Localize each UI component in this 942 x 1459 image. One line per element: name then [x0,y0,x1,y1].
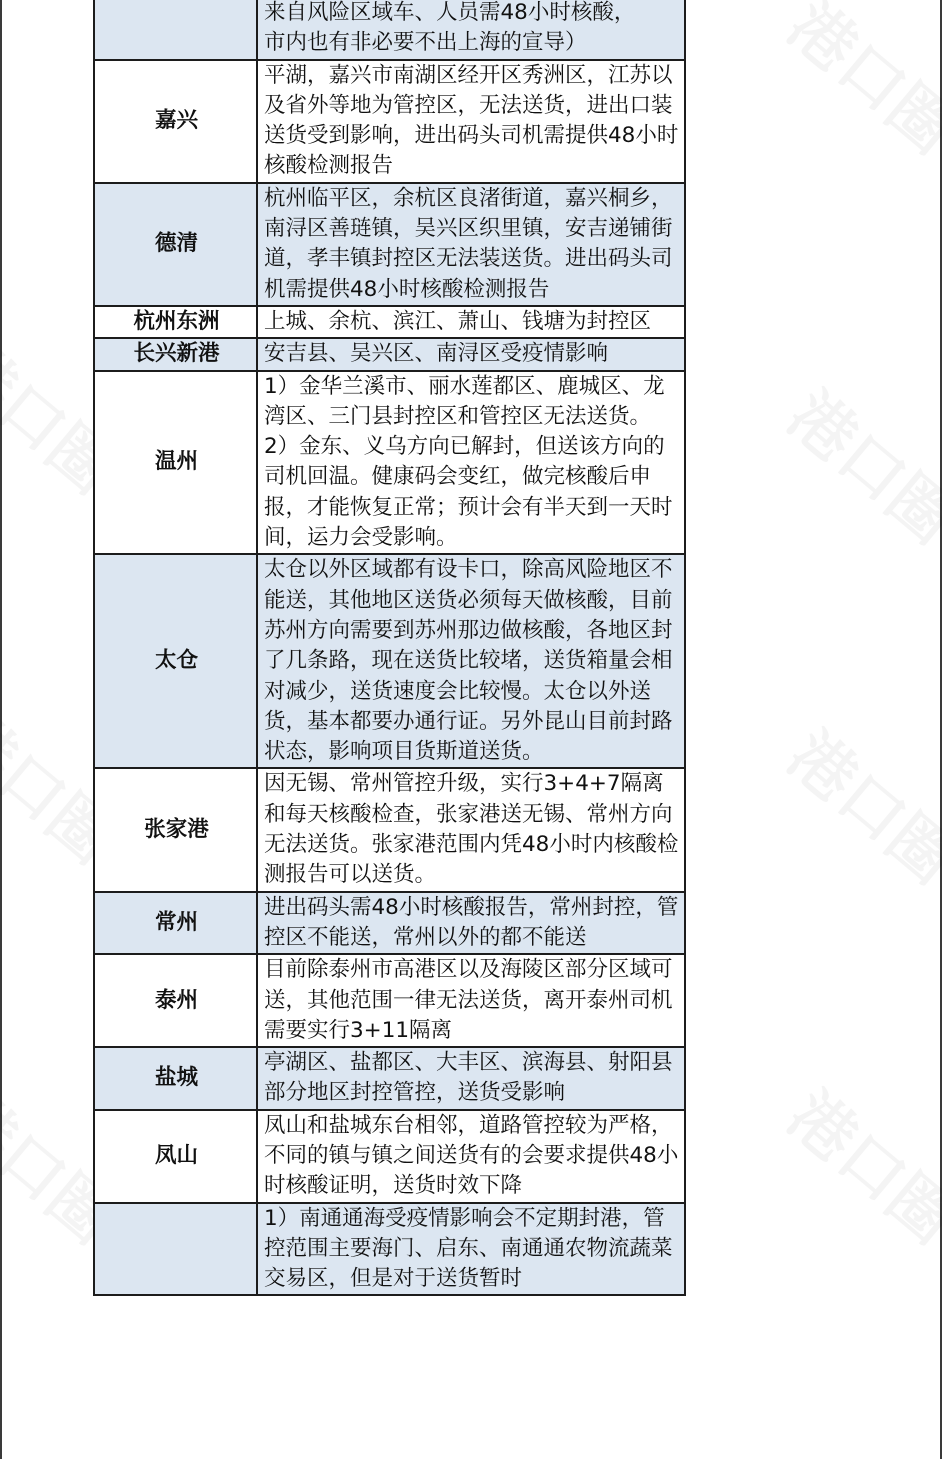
table-row [94,554,685,768]
region-table-wrapper [93,0,684,1296]
description-cell: 目前除泰州市高港区以及海陵区部分区域可送，其他范围一律无法送货，离开泰州司机需要实行3+11隔离 [257,954,685,1047]
table-row [94,338,685,370]
city-cell: 常州 [94,892,257,955]
table-row [94,371,685,555]
table-row [94,768,685,891]
watermark [749,0,942,171]
watermark [749,1049,942,1260]
city-cell: 泰州 [94,954,257,1047]
description-cell: 平湖，嘉兴市南湖区经开区秀洲区，江苏以及省外等地为管控区，无法送货，进出口装送货受到影响，进出码头司机需提供48小时核酸检测报告 [257,60,685,183]
table-row [94,954,685,1047]
description-cell: 亭湖区、盐都区、大丰区、滨海县、射阳县部分地区封控管控，送货受影响 [257,1047,685,1110]
description-cell: 太仓以外区域都有设卡口，除高风险地区不能送，其他地区送货必须每天做核酸，目前苏州方向需要到苏州那边做核酸，各地区封了几条路，现在送货比较堵，送货箱量会相对减少，送货速度会比较慢。太仓以外送货，基本都要办通行证。另外昆山目前封路状态，影响项目货斯道送货。 [257,554,685,768]
description-cell: 凤山和盐城东台相邻，道路管控较为严格，不同的镇与镇之间送货有的会要求提供48小时核酸证明，送货时效下降 [257,1110,685,1203]
table-row [94,0,685,60]
table-row [94,1110,685,1203]
city-cell: 杭州东洲 [94,306,257,338]
region-restrictions-table [93,0,686,1296]
city-cell: 太仓 [94,554,257,768]
city-cell: 长兴新港 [94,338,257,370]
description-cell: 来自风险区域车、人员需48小时核酸， 市内也有非必要不出上海的宣导） [257,0,685,60]
city-cell: 张家港 [94,768,257,891]
city-cell: 温州 [94,371,257,555]
description-cell: 杭州临平区，余杭区良渚街道，嘉兴桐乡，南浔区善琏镇，吴兴区织里镇，安吉递铺街道，孝丰镇封控区无法装送货。进出码头司机需提供48小时核酸检测报告 [257,183,685,306]
description-cell: 进出码头需48小时核酸报告，常州封控，管控区不能送，常州以外的都不能送 [257,892,685,955]
description-cell: 安吉县、吴兴区、南浔区受疫情影响 [257,338,685,370]
description-cell: 1）金华兰溪市、丽水莲都区、鹿城区、龙湾区、三门县封控区和管控区无法送货。 2）金东、义乌方向已解封，但送该方向的司机回温。健康码会变红，做完核酸后申报，才能恢复正常；预计会有半天到一天时间，运力会受影响。 [257,371,685,555]
table-row [94,1047,685,1110]
city-cell [94,1203,257,1296]
table-row [94,183,685,306]
table-row [94,306,685,338]
table-row [94,1203,685,1296]
page-left-border [0,0,2,1459]
table-row [94,60,685,183]
description-cell: 上城、余杭、滨江、萧山、钱塘为封控区 [257,306,685,338]
city-cell: 凤山 [94,1110,257,1203]
table-row [94,892,685,955]
city-cell: 德清 [94,183,257,306]
description-cell: 因无锡、常州管控升级，实行3+4+7隔离和每天核酸检查，张家港送无锡、常州方向无法送货。张家港范围内凭48小时内核酸检测报告可以送货。 [257,768,685,891]
watermark [749,689,942,900]
watermark [749,349,942,560]
city-cell: 嘉兴 [94,60,257,183]
city-cell [94,0,257,60]
description-cell: 1）南通通海受疫情影响会不定期封港，管控范围主要海门、启东、南通通农物流蔬菜交易区，但是对于送货暂时 [257,1203,685,1296]
city-cell: 盐城 [94,1047,257,1110]
